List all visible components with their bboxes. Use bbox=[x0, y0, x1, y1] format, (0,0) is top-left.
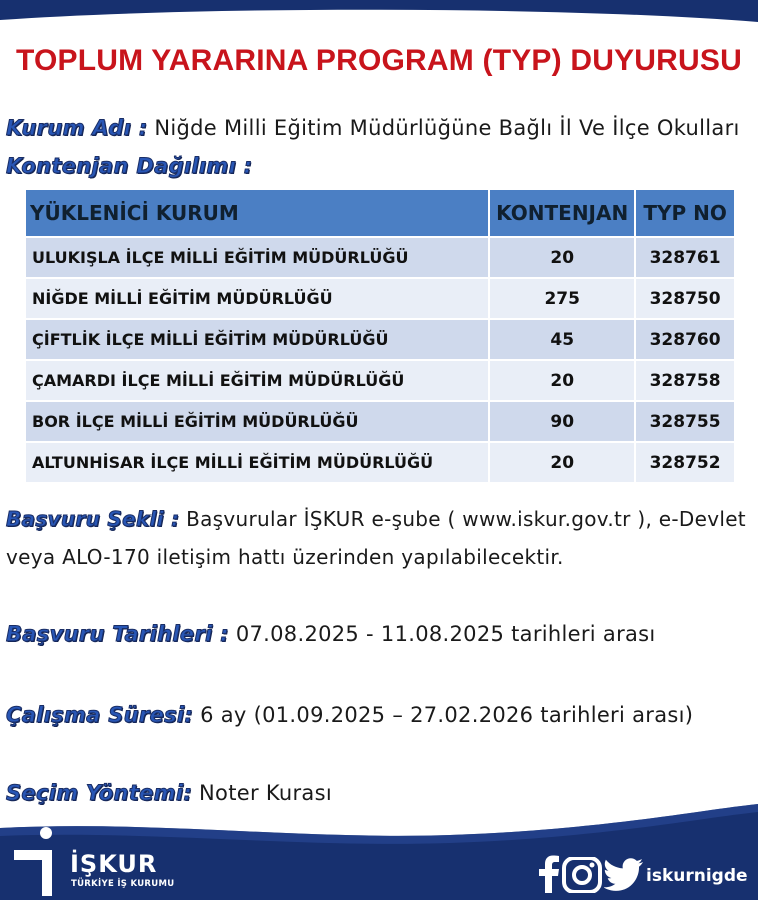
cell-typ-no: 328758 bbox=[635, 360, 734, 401]
cell-kontenjan: 20 bbox=[489, 442, 635, 482]
cell-kontenjan: 45 bbox=[489, 319, 635, 360]
cell-kontenjan: 90 bbox=[489, 401, 635, 442]
table-row bbox=[26, 401, 734, 442]
cell-kontenjan: 275 bbox=[489, 278, 635, 319]
application-method-line bbox=[6, 507, 751, 531]
application-method-label: Başvuru Şekli : bbox=[6, 507, 180, 531]
application-method-value: Başvurular İŞKUR e-şube ( www.iskur.gov.tr ), e-Devlet bbox=[186, 507, 746, 531]
cell-typ-no: 328750 bbox=[635, 278, 734, 319]
header-kurum: YÜKLENİCİ KURUM bbox=[26, 190, 489, 237]
cell-kontenjan: 20 bbox=[489, 237, 635, 278]
table-header-row bbox=[26, 190, 734, 237]
quota-table bbox=[26, 190, 734, 482]
institution-label: Kurum Adı : bbox=[6, 116, 148, 140]
selection-method-value: Noter Kurası bbox=[199, 781, 332, 805]
quota-label: Kontenjan Dağılımı : bbox=[6, 154, 253, 178]
institution-value: Niğde Milli Eğitim Müdürlüğüne Bağlı İl Ve İlçe Okulları bbox=[154, 116, 740, 140]
cell-kurum: ALTUNHİSAR İLÇE MİLLİ EĞİTİM MÜDÜRLÜĞÜ bbox=[26, 442, 489, 482]
application-dates-label: Başvuru Tarihleri : bbox=[6, 622, 229, 646]
table-row bbox=[26, 278, 734, 319]
table-row bbox=[26, 360, 734, 401]
application-method-value-2: veya ALO-170 iletişim hattı üzerinden yapılabilecektir. bbox=[6, 545, 564, 569]
header-kontenjan: KONTENJAN bbox=[489, 190, 635, 237]
page-title: TOPLUM YARARINA PROGRAM (TYP) DUYURUSU bbox=[16, 44, 742, 77]
cell-kurum: BOR İLÇE MİLLİ EĞİTİM MÜDÜRLÜĞÜ bbox=[26, 401, 489, 442]
quota-line bbox=[6, 154, 751, 178]
cell-kurum: NİĞDE MİLLİ EĞİTİM MÜDÜRLÜĞÜ bbox=[26, 278, 489, 319]
cell-kurum: ULUKIŞLA İLÇE MİLLİ EĞİTİM MÜDÜRLÜĞÜ bbox=[26, 237, 489, 278]
cell-kontenjan: 20 bbox=[489, 360, 635, 401]
logo-subtext: TÜRKİYE İŞ KURUMU bbox=[71, 879, 175, 889]
social-handle[interactable]: iskurnigde bbox=[646, 866, 748, 886]
logo-text: İŞKUR bbox=[70, 850, 158, 878]
cell-typ-no: 328752 bbox=[635, 442, 734, 482]
top-wave-decoration bbox=[0, 0, 758, 40]
iskur-logo-icon bbox=[12, 826, 64, 898]
instagram-icon[interactable] bbox=[562, 857, 602, 893]
application-dates-value: 07.08.2025 - 11.08.2025 tarihleri arası bbox=[235, 622, 656, 646]
work-period-value: 6 ay (01.09.2025 – 27.02.2026 tarihleri arası) bbox=[200, 703, 694, 727]
cell-kurum: ÇAMARDI İLÇE MİLLİ EĞİTİM MÜDÜRLÜĞÜ bbox=[26, 360, 489, 401]
application-dates-line bbox=[6, 622, 751, 646]
header-typ-no: TYP NO bbox=[635, 190, 734, 237]
facebook-icon[interactable] bbox=[538, 855, 560, 893]
work-period-label: Çalışma Süresi: bbox=[6, 703, 194, 727]
application-method-line-2 bbox=[6, 545, 751, 569]
cell-typ-no: 328761 bbox=[635, 237, 734, 278]
institution-line bbox=[6, 116, 751, 140]
selection-method-label: Seçim Yöntemi: bbox=[6, 781, 193, 805]
table-row bbox=[26, 237, 734, 278]
cell-kurum: ÇİFTLİK İLÇE MİLLİ EĞİTİM MÜDÜRLÜĞÜ bbox=[26, 319, 489, 360]
table-row bbox=[26, 319, 734, 360]
cell-typ-no: 328755 bbox=[635, 401, 734, 442]
work-period-line bbox=[6, 703, 751, 727]
table-row bbox=[26, 442, 734, 482]
cell-typ-no: 328760 bbox=[635, 319, 734, 360]
twitter-icon[interactable] bbox=[604, 858, 644, 892]
